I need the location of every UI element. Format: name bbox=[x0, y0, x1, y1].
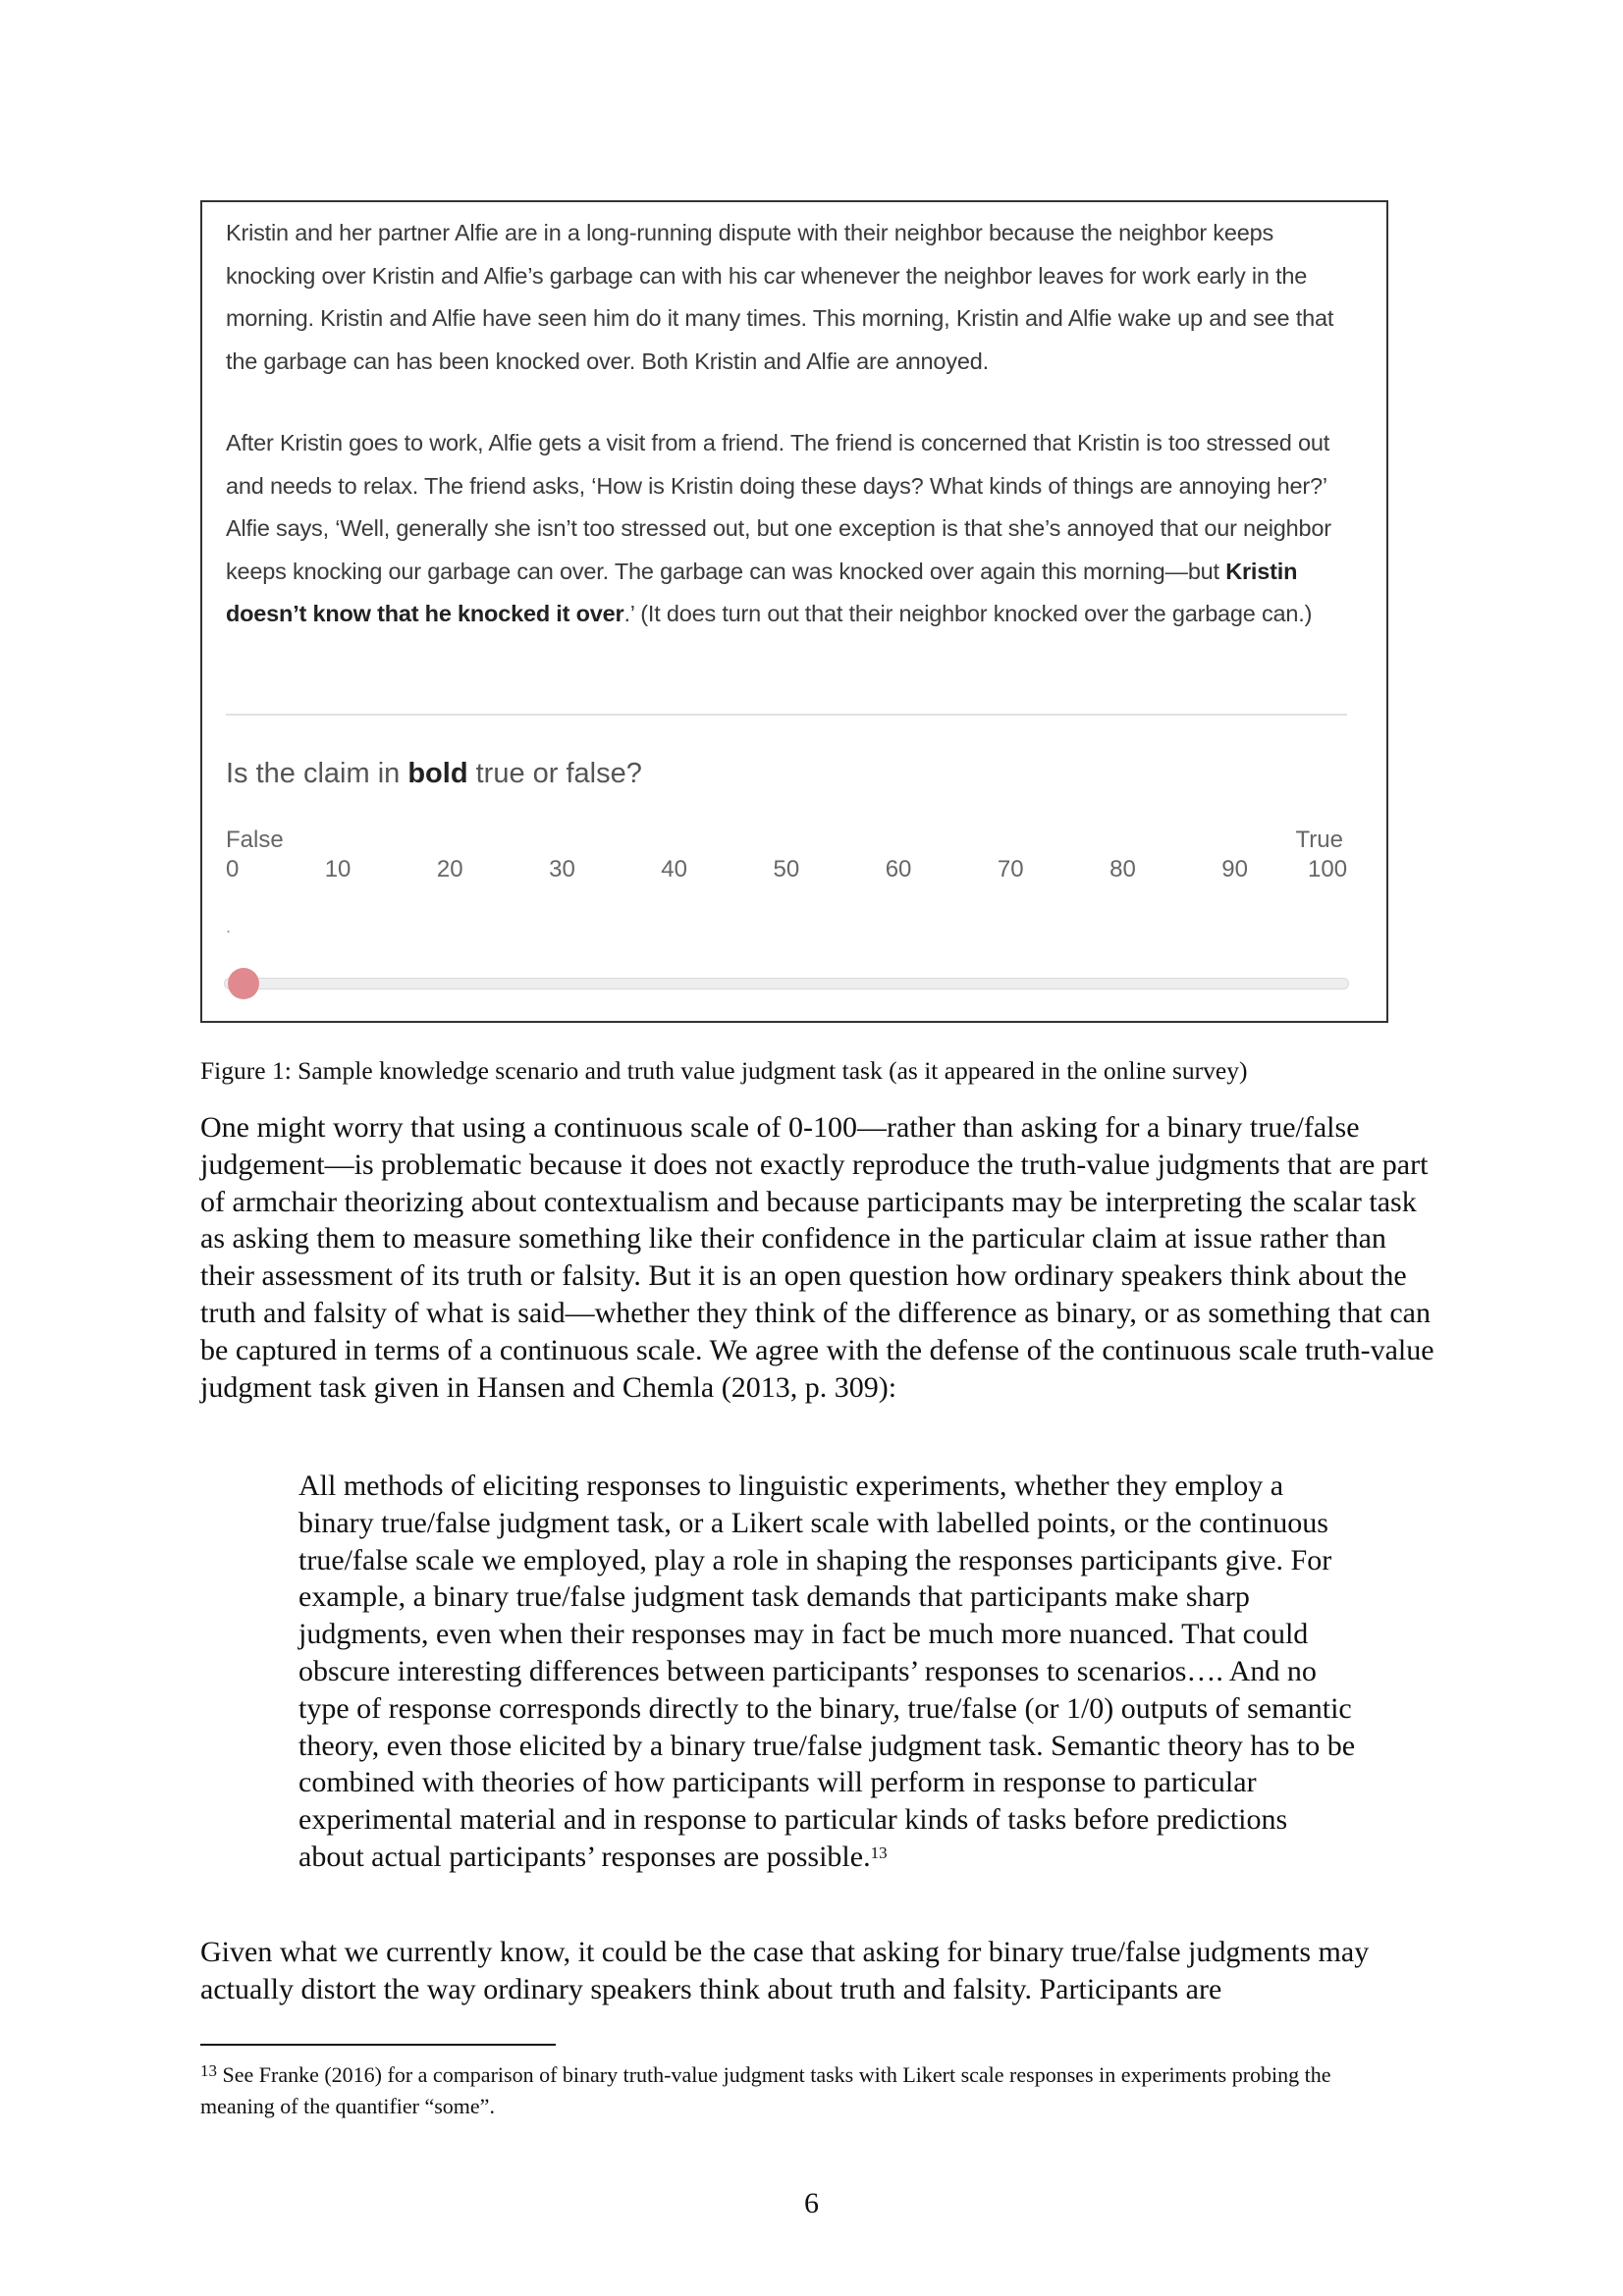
page-number: 6 bbox=[804, 2187, 819, 2219]
footnote-reference[interactable]: 13 bbox=[870, 1842, 888, 1862]
scale-tick-labels bbox=[226, 856, 1347, 885]
footnote bbox=[200, 2059, 1359, 2122]
scale-tick-100: 100 bbox=[1308, 856, 1348, 882]
slider-thumb[interactable] bbox=[228, 968, 259, 999]
scenario-paragraph-2 bbox=[226, 422, 1355, 636]
body-paragraph-2: Given what we currently know, it could be the case that asking for binary true/false judgments may actually distort the way ordinary speakers think about truth and falsity. Participants are bbox=[200, 1936, 1370, 2005]
footnote-number: 13 bbox=[200, 2061, 217, 2080]
body-paragraph-1: One might worry that using a continuous scale of 0-100—rather than asking for a binary true/false judgement—is problematic because it does not exactly reproduce the truth-value judgments that are part of armchair theorizing about contextualism and because participants may be interpreting the scalar task as asking them to measure something like their confidence in the particular claim at issue rather than their assessment of its truth or falsity. But it is an open question how ordinary speakers think about the truth and falsity of what is said—whether they think of the difference as binary, or as something that can be captured in terms of a continuous scale. We agree with the defense of the continuous scale truth-value judgment task given in Hansen and Chemla (2013, p. 309): bbox=[200, 1111, 1434, 1404]
scale-tick-60: 60 bbox=[885, 856, 912, 882]
question-bold-word: bold bbox=[407, 758, 468, 789]
question-text-start: Is the claim in bbox=[226, 758, 408, 789]
scale-tick-40: 40 bbox=[661, 856, 687, 882]
scenario-text-end: .’ (It does turn out that their neighbor knocked over the garbage can.) bbox=[623, 601, 1313, 626]
scale-label-true: True bbox=[1295, 827, 1343, 853]
figure-caption: Figure 1: Sample knowledge scenario and truth value judgment task (as it appeared in the online survey) bbox=[200, 1056, 1248, 1085]
survey-figure bbox=[200, 200, 1388, 1023]
block-quote bbox=[298, 1468, 1359, 1876]
figure-divider bbox=[226, 714, 1347, 716]
scale-label-false: False bbox=[226, 827, 284, 853]
current-value-display: . bbox=[226, 917, 232, 936]
scale-tick-50: 50 bbox=[773, 856, 800, 882]
block-quote-text: All methods of eliciting responses to linguistic experiments, whether they employ a binary true/false judgment task, or a Likert scale with labelled points, or the continuous true/false scale we employed, play a role in shaping the responses participants give. For example, a binary true/false judgment task demands that participants make sharp judgments, even when their responses may in fact be much more nuanced. That could obscure interesting differences between participants’ responses to scenarios…. And no type of response corresponds directly to the binary, true/false (or 1/0) outputs of semantic theory, even those elicited by a binary true/false judgment task. Semantic theory has to be combined with theories of how participants will perform in response to particular experimental material and in response to particular kinds of tasks before predictions about actual participants’ responses are possible. bbox=[298, 1469, 1356, 1873]
scale-tick-90: 90 bbox=[1221, 856, 1248, 882]
scale-tick-0: 0 bbox=[226, 856, 240, 882]
scale-tick-10: 10 bbox=[324, 856, 352, 882]
scenario-text: After Kristin goes to work, Alfie gets a visit from a friend. The friend is concerned that Kristin is too stressed out and needs to relax. The friend asks, ‘How is Kristin doing these days? What kinds of things are annoying her?’ Alfie says, ‘Well, generally she isn’t too stressed out, but one exception is that she’s annoyed that our neighbor keeps knocking our garbage can over. The garbage can was knocked over again this morning—but bbox=[226, 430, 1331, 584]
footnote-text: See Franke (2016) for a comparison of binary truth-value judgment tasks with Likert scale responses in experiments probing the meaning of the quantifier “some”. bbox=[200, 2062, 1331, 2118]
scenario-paragraph-1: Kristin and her partner Alfie are in a long-running dispute with their neighbor because the neighbor keeps knocking over Kristin and Alfie’s garbage can with his car whenever the neighbor leaves for work early in the morning. Kristin and Alfie have seen him do it many times. This morning, Kristin and Alfie wake up and see that the garbage can has been knocked over. Both Kristin and Alfie are annoyed. bbox=[226, 220, 1334, 374]
footnote-rule bbox=[200, 2044, 556, 2046]
scale-tick-20: 20 bbox=[436, 856, 463, 882]
scale-tick-80: 80 bbox=[1109, 856, 1136, 882]
bold-claim: Kristin doesn’t know that he knocked it over bbox=[226, 558, 1298, 626]
question-text-end: true or false? bbox=[467, 758, 642, 789]
slider-track[interactable] bbox=[224, 978, 1349, 989]
scale-tick-70: 70 bbox=[997, 856, 1024, 882]
question-prompt bbox=[226, 758, 642, 790]
scale-tick-30: 30 bbox=[549, 856, 575, 882]
